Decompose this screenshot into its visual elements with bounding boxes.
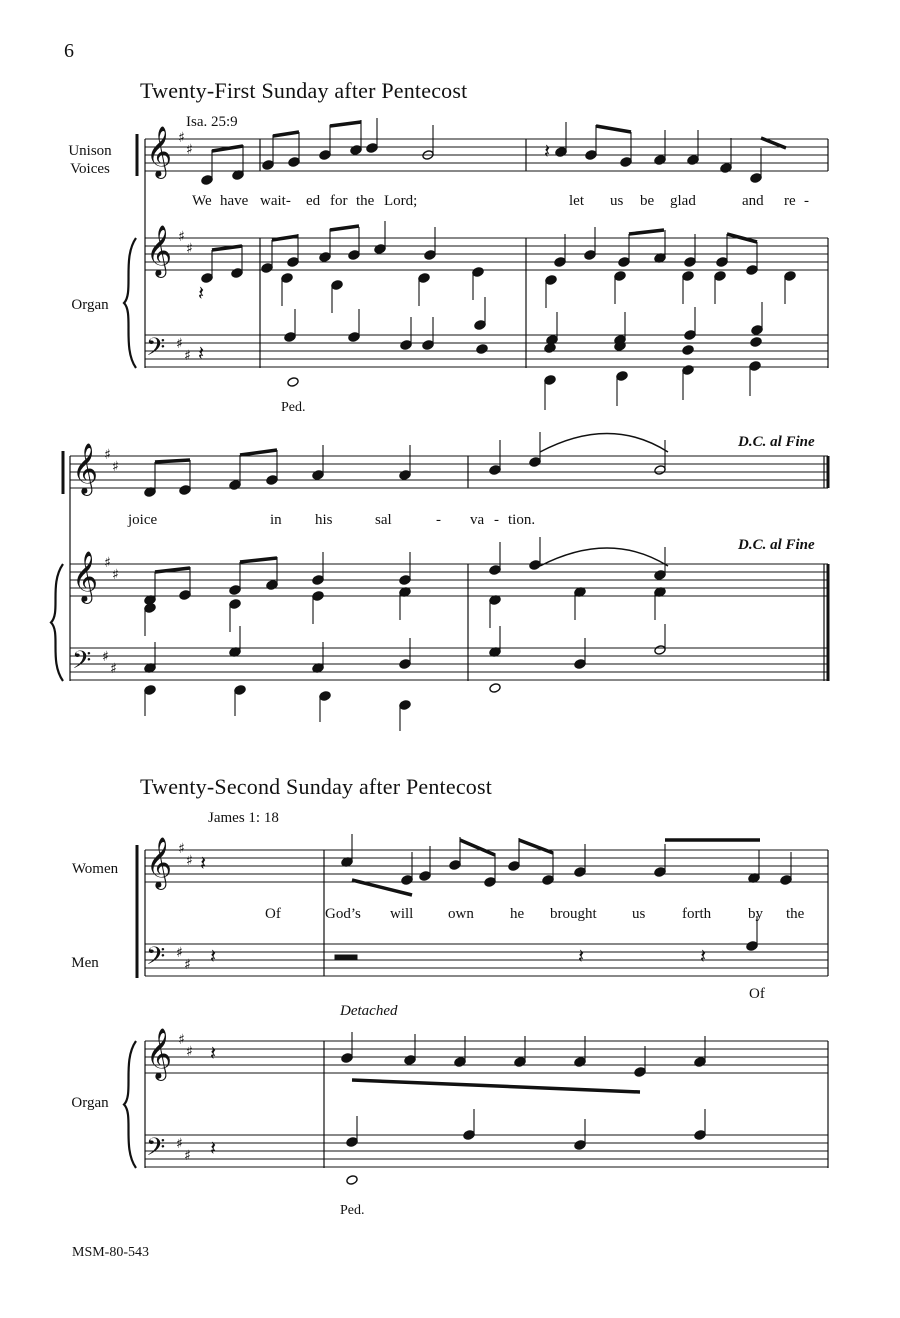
notehead (422, 340, 434, 351)
notehead (654, 867, 666, 878)
note-beam (330, 122, 361, 126)
notehead (231, 268, 243, 279)
notehead (287, 377, 299, 388)
rest: 𝄽 (210, 1041, 217, 1065)
key-sharp: ♯ (104, 555, 111, 571)
notehead (746, 265, 758, 276)
bass-clef: 𝄢 (146, 1133, 166, 1168)
notehead (399, 575, 411, 586)
key-sharp: ♯ (104, 447, 111, 463)
key-sharp: ♯ (178, 1032, 185, 1048)
bass-clef: 𝄢 (146, 333, 166, 368)
notehead (694, 1130, 706, 1141)
notehead (346, 1137, 358, 1148)
part-label-organ-2: Organ (71, 1095, 109, 1111)
notehead (288, 157, 300, 168)
rest: 𝄽 (198, 341, 205, 365)
slur (540, 548, 668, 566)
slur (540, 434, 668, 453)
lyric-syllable: va (470, 512, 485, 528)
lyric-syllable: us (610, 193, 624, 209)
notehead (616, 371, 628, 382)
note-beam (240, 558, 277, 562)
notehead (508, 861, 520, 872)
notehead (399, 700, 411, 711)
notehead (229, 480, 241, 491)
part-label-women: Women (71, 861, 119, 877)
notehead (484, 877, 496, 888)
lyric-syllable: joice (128, 512, 158, 528)
key-sharp: ♯ (186, 853, 193, 869)
notehead (266, 580, 278, 591)
lyric-syllable-men: Of (749, 986, 765, 1002)
note-beam (629, 230, 664, 234)
key-sharp: ♯ (110, 661, 117, 677)
lyric-syllable: brought (550, 906, 597, 922)
notehead (266, 475, 278, 486)
notehead (634, 1067, 646, 1078)
key-sharp: ♯ (178, 229, 185, 245)
notehead (654, 645, 666, 656)
rest: 𝄽 (198, 281, 205, 305)
notehead (750, 173, 762, 184)
da-capo-direction-voice: D.C. al Fine (738, 434, 815, 450)
notehead (348, 332, 360, 343)
notehead (682, 271, 694, 282)
lyric-syllable: Of (265, 906, 281, 922)
notehead (749, 361, 761, 372)
grand-staff-brace (124, 238, 136, 368)
notehead (544, 375, 556, 386)
note-beam (155, 568, 190, 572)
key-sharp: ♯ (176, 1136, 183, 1152)
notehead (682, 345, 694, 356)
lyric-syllable: by (748, 906, 763, 922)
notehead (399, 659, 411, 670)
notehead (474, 320, 486, 331)
lyric-syllable: Lord; (384, 193, 418, 209)
key-sharp: ♯ (176, 945, 183, 961)
treble-clef: 𝄞 (146, 1028, 173, 1079)
note-beam (330, 226, 359, 230)
notehead (400, 340, 412, 351)
treble-clef: 𝄞 (146, 126, 173, 177)
expression-detached: Detached (340, 1003, 398, 1019)
notehead (312, 470, 324, 481)
notehead (476, 344, 488, 355)
notehead (751, 325, 763, 336)
key-sharp: ♯ (184, 1148, 191, 1164)
notehead (401, 875, 413, 886)
section-title-22nd-sunday: Twenty-Second Sunday after Pentecost (140, 774, 493, 799)
grand-staff-brace (51, 564, 63, 681)
notehead (350, 145, 362, 156)
notehead (544, 343, 556, 354)
lyric-syllable: in (270, 512, 282, 528)
pedal-marking-2: Ped. (340, 1203, 365, 1218)
lyric-syllable: he (510, 906, 525, 922)
notehead (554, 257, 566, 268)
lyric-syllable: sal (375, 512, 392, 528)
notehead (682, 365, 694, 376)
notehead (687, 155, 699, 166)
key-sharp: ♯ (178, 841, 185, 857)
notehead (614, 271, 626, 282)
lyric-syllable: We (192, 193, 212, 209)
lyric-syllable: be (640, 193, 655, 209)
notehead (284, 332, 296, 343)
notehead (374, 244, 386, 255)
notehead (574, 867, 586, 878)
lyric-syllable: forth (682, 906, 712, 922)
notehead (229, 599, 241, 610)
treble-clef: 𝄞 (72, 551, 99, 602)
notehead (584, 250, 596, 261)
notehead (574, 659, 586, 670)
lyric-syllable: re (784, 193, 796, 209)
key-sharp: ♯ (112, 459, 119, 475)
notehead (542, 875, 554, 886)
key-sharp: ♯ (186, 1044, 193, 1060)
note-beam (460, 840, 495, 855)
notehead (144, 603, 156, 614)
part-label-men: Men (71, 955, 99, 971)
notehead (714, 271, 726, 282)
rest: 𝄽 (200, 851, 207, 875)
notehead (399, 470, 411, 481)
lyric-syllable: us (632, 906, 646, 922)
da-capo-direction-organ: D.C. al Fine (738, 537, 815, 553)
rest: 𝄽 (544, 139, 551, 163)
note-beam (519, 840, 553, 853)
notehead (419, 871, 431, 882)
notehead (529, 457, 541, 468)
notehead (784, 271, 796, 282)
lyric-hyphen: - (436, 512, 441, 528)
lyric-syllable: and (742, 193, 764, 209)
notehead (287, 257, 299, 268)
part-label-unison: Unison (68, 143, 112, 159)
lyric-syllable: let (569, 193, 584, 209)
notehead (585, 150, 597, 161)
lyric-syllable: ed (306, 193, 321, 209)
notehead (319, 150, 331, 161)
treble-clef: 𝄞 (72, 443, 99, 494)
notehead (179, 485, 191, 496)
notehead (424, 250, 436, 261)
notehead (454, 1057, 466, 1068)
notehead (234, 685, 246, 696)
notehead (144, 685, 156, 696)
notehead (555, 147, 567, 158)
part-label-voices: Voices (70, 161, 110, 177)
note-beam (240, 450, 277, 455)
notehead (620, 157, 632, 168)
notehead (366, 143, 378, 154)
notehead (489, 683, 501, 694)
key-sharp: ♯ (176, 336, 183, 352)
key-sharp: ♯ (184, 348, 191, 364)
key-sharp: ♯ (178, 130, 185, 146)
notehead (746, 941, 758, 952)
note-beam (272, 236, 298, 240)
scripture-reference-isaiah: Isa. 25:9 (186, 114, 238, 130)
rest: 𝄽 (700, 944, 707, 968)
notehead (750, 337, 762, 348)
notehead (654, 570, 666, 581)
part-label-organ: Organ (71, 297, 109, 313)
notehead (229, 585, 241, 596)
note-beam (273, 132, 299, 136)
key-sharp: ♯ (186, 241, 193, 257)
notehead (489, 465, 501, 476)
notehead (261, 263, 273, 274)
notehead (489, 565, 501, 576)
notehead (262, 160, 274, 171)
notehead (720, 163, 732, 174)
bass-clef: 𝄢 (146, 942, 166, 977)
page-number: 6 (64, 40, 74, 62)
notehead (684, 330, 696, 341)
notehead (341, 1053, 353, 1064)
notehead (780, 875, 792, 886)
notehead (574, 1057, 586, 1068)
notehead (654, 465, 666, 476)
catalog-number: MSM-80-543 (72, 1245, 150, 1260)
notehead (694, 1057, 706, 1068)
notehead (319, 252, 331, 263)
notehead (514, 1057, 526, 1068)
notehead (545, 275, 557, 286)
lyric-syllable: glad (670, 193, 696, 209)
notehead (281, 273, 293, 284)
notehead (463, 1130, 475, 1141)
note-beam (212, 246, 242, 250)
lyric-syllable: own (448, 906, 474, 922)
lyric-syllable: have (220, 193, 249, 209)
lyric-hyphen: - (804, 193, 809, 209)
lyric-syllable: for (330, 193, 348, 209)
notehead (449, 860, 461, 871)
bass-clef: 𝄢 (72, 646, 92, 681)
notehead (574, 1140, 586, 1151)
treble-clef: 𝄞 (146, 837, 173, 888)
key-sharp: ♯ (184, 957, 191, 973)
pedal-marking: Ped. (281, 400, 306, 415)
rest: 𝄽 (578, 944, 585, 968)
grand-staff-brace (124, 1041, 136, 1168)
rest: 𝄽 (210, 944, 217, 968)
notehead (684, 257, 696, 268)
key-sharp: ♯ (112, 567, 119, 583)
note-beam (155, 460, 190, 462)
notehead (312, 575, 324, 586)
half-rest (335, 955, 357, 960)
note-beam (596, 126, 631, 132)
rest: 𝄽 (210, 1136, 217, 1160)
notehead (529, 560, 541, 571)
notehead (348, 250, 360, 261)
notehead (618, 257, 630, 268)
lyric-syllable: the (356, 193, 375, 209)
notehead (654, 155, 666, 166)
lyric-hyphen: - (494, 512, 499, 528)
lyric-syllable: tion. (508, 512, 536, 528)
notehead (346, 1175, 358, 1186)
notehead (716, 257, 728, 268)
notehead (418, 273, 430, 284)
lyric-syllable: will (390, 906, 414, 922)
notehead (319, 691, 331, 702)
notehead (472, 267, 484, 278)
key-sharp: ♯ (102, 649, 109, 665)
notehead (331, 280, 343, 291)
section-title-21st-sunday: Twenty-First Sunday after Pentecost (140, 78, 468, 103)
notehead (201, 175, 213, 186)
note-beam (352, 1080, 640, 1092)
key-sharp: ♯ (186, 142, 193, 158)
scripture-reference-james: James 1: 18 (208, 810, 279, 826)
notehead (312, 591, 324, 602)
lyric-syllable: the (786, 906, 805, 922)
lyric-syllable: his (315, 512, 333, 528)
lyric-syllable: God’s (325, 906, 361, 922)
notehead (179, 590, 191, 601)
lyric-syllable: wait- (260, 193, 291, 209)
notehead (404, 1055, 416, 1066)
treble-clef: 𝄞 (146, 225, 173, 276)
